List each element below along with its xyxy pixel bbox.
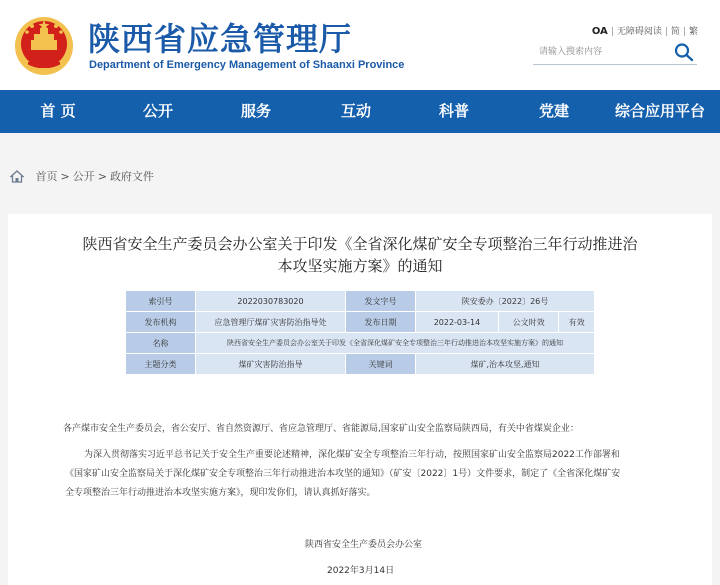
traditional-link[interactable]: 繁	[688, 27, 698, 37]
main-nav	[0, 90, 720, 133]
breadcrumb-gov-docs[interactable]: 政府文件	[109, 170, 154, 183]
meta-topic-label: 主题分类	[126, 354, 196, 375]
document-paragraph-line2: 《国家矿山安全监察局关于深化煤矿安全专项整治三年行动推进治本攻坚的通知》（矿安〔2022〕1号）文件要求，制定了《全省深化煤矿安	[65, 469, 621, 479]
breadcrumb	[10, 168, 154, 184]
nav-public[interactable]: 公开	[142, 102, 173, 120]
breadcrumb-separator: >	[60, 170, 70, 183]
document-paragraph-line1: 为深入贯彻落实习近平总书记关于安全生产重要论述精神，深化煤矿安全专项整治三年行动，按照国家矿山安全监察局2022工作部署和	[84, 450, 620, 460]
search-icon[interactable]	[673, 42, 695, 62]
top-links: OA | 无障碍阅读 | 简 | 繁	[591, 26, 698, 37]
document-signature: 陕西省安全生产委员会办公室	[305, 540, 423, 550]
breadcrumb-separator: >	[97, 170, 107, 183]
meta-validity-value: 有效	[559, 312, 595, 333]
meta-docno-label: 发文字号	[346, 291, 416, 312]
nav-service[interactable]: 服务	[240, 102, 271, 120]
national-emblem-icon	[14, 14, 74, 76]
meta-index-value: 2022030783020	[196, 291, 346, 312]
document-title	[8, 233, 712, 277]
site-subtitle: Department of Emergency Management of Shaanxi Province	[89, 59, 405, 71]
meta-docno-value: 陕安委办〔2022〕26号	[416, 291, 595, 312]
document-meta-table	[125, 290, 595, 375]
nav-science[interactable]: 科普	[438, 102, 469, 120]
breadcrumb-home[interactable]: 首页	[35, 170, 58, 183]
search-input[interactable]	[539, 44, 669, 60]
nav-interact[interactable]: 互动	[340, 102, 371, 120]
document-date: 2022年3月14日	[327, 566, 395, 576]
oa-link[interactable]: OA	[591, 26, 608, 37]
meta-validity-label: 公文时效	[498, 312, 558, 333]
nav-home[interactable]: 首 页	[40, 102, 76, 120]
document-title-line2: 本攻坚实施方案》的通知	[277, 257, 443, 275]
meta-name-value: 陕西省安全生产委员会办公室关于印发《全省深化煤矿安全专项整治三年行动推进治本攻坚实施方案》的通知	[196, 333, 595, 354]
document-title-line1: 陕西省安全生产委员会办公室关于印发《全省深化煤矿安全专项整治三年行动推进治	[82, 235, 638, 253]
simplified-link[interactable]: 简	[670, 27, 680, 37]
meta-keywords-label: 关键词	[346, 354, 416, 375]
search-box	[533, 41, 697, 65]
accessibility-link[interactable]: 无障碍阅读	[616, 27, 662, 37]
site-header	[0, 0, 720, 90]
document-paragraph-line3: 全专项整治三年行动推进治本攻坚实施方案》，现印发你们，请认真抓好落实。	[65, 488, 376, 498]
document-salutation: 各产煤市安全生产委员会，省公安厅、省自然资源厅、省应急管理厅、省能源局,国家矿山安全监察局陕西局，有关中省煤炭企业：	[63, 424, 579, 434]
meta-date-value: 2022-03-14	[416, 312, 499, 333]
nav-platform[interactable]: 综合应用平台	[614, 102, 705, 120]
meta-org-label: 发布机构	[126, 312, 196, 333]
meta-date-label: 发布日期	[346, 312, 416, 333]
home-icon	[10, 170, 24, 183]
breadcrumb-public[interactable]: 公开	[72, 170, 95, 183]
meta-org-value: 应急管理厅煤矿灾害防治指导处	[196, 312, 346, 333]
meta-index-label: 索引号	[126, 291, 196, 312]
meta-name-label: 名称	[126, 333, 196, 354]
meta-topic-value: 煤矿灾害防治指导	[196, 354, 346, 375]
meta-keywords-value: 煤矿,治本攻坚,通知	[416, 354, 595, 375]
nav-party[interactable]: 党建	[538, 102, 569, 120]
site-title: 陕西省应急管理厅	[88, 20, 353, 58]
